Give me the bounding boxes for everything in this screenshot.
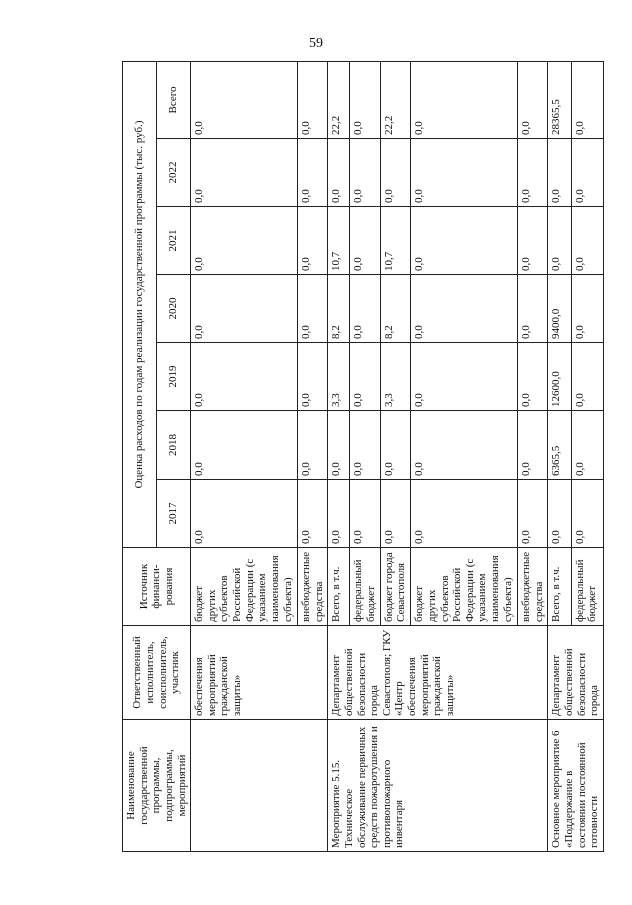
cell-value: 0,0 [328,139,350,207]
cell-value: 9400,0 [548,275,571,343]
header-year: 2019 [157,343,191,411]
header-year: 2018 [157,411,191,480]
cell-value: 0,0 [350,139,380,207]
cell-name [191,720,328,852]
cell-value: 0,0 [350,275,380,343]
cell-value: 0,0 [350,343,380,411]
cell-value: 22,2 [380,62,410,139]
header-total: Всего [157,62,191,139]
cell-value: 0,0 [517,275,547,343]
cell-value: 0,0 [517,62,547,139]
cell-source: федеральный бюджет [350,548,380,626]
cell-source: Всего, в т.ч. [548,548,571,626]
rotated-table-wrapper [122,62,601,852]
cell-name: Основное мероприятие 6 «Поддержание в состоянии постоянной готовности [548,720,604,852]
cell-value: 0,0 [297,62,327,139]
cell-value: 6365,5 [548,411,571,480]
cell-value: 28365,5 [548,62,571,139]
cell-value: 22,2 [328,62,350,139]
cell-value: 0,0 [191,343,298,411]
cell-value: 0,0 [517,411,547,480]
cell-value: 0,0 [517,343,547,411]
cell-responsible: Департамент общественной безопасности города [548,626,604,720]
cell-value: 0,0 [297,343,327,411]
cell-value: 0,0 [571,62,603,139]
cell-value: 0,0 [411,411,518,480]
cell-value: 0,0 [411,139,518,207]
cell-value: 0,0 [297,207,327,275]
cell-source: бюджет города Севастополя [380,548,410,626]
cell-value: 0,0 [191,480,298,548]
cell-value: 8,2 [380,275,410,343]
cell-value: 0,0 [297,411,327,480]
cell-source: бюджет других субъектов Российской Федерации (с указанием наименования субъекта) [191,548,298,626]
cell-value: 0,0 [411,62,518,139]
cell-name: Мероприятие 5.15. Техническое обслуживание первичных средств пожаротушения и противопожарного инвентаря [328,720,548,852]
cell-value: 0,0 [328,411,350,480]
table-row [328,62,350,852]
cell-value: 0,0 [517,139,547,207]
cell-value: 0,0 [411,207,518,275]
header-name: Наименование государственной программы, подпрограммы, мероприятий [123,720,191,852]
cell-value: 0,0 [571,139,603,207]
cell-value: 0,0 [191,207,298,275]
cell-value: 0,0 [350,207,380,275]
cell-value: 3,3 [328,343,350,411]
cell-source: бюджет других субъектов Российской Федерации (с указанием наименования субъекта) [411,548,518,626]
cell-value: 0,0 [548,480,571,548]
cell-value: 0,0 [571,480,603,548]
header-year: 2020 [157,275,191,343]
cell-value: 10,7 [380,207,410,275]
cell-value: 0,0 [411,275,518,343]
cell-value: 0,0 [380,411,410,480]
cell-value: 0,0 [350,480,380,548]
header-year: 2017 [157,480,191,548]
header-year: 2022 [157,139,191,207]
table-row [191,62,298,852]
cell-value: 0,0 [571,275,603,343]
cell-value: 0,0 [350,62,380,139]
cell-value: 0,0 [571,207,603,275]
cell-source: внебюджетные средства [297,548,327,626]
page-number: 59 [309,36,323,51]
cell-value: 0,0 [517,480,547,548]
cell-value: 0,0 [517,207,547,275]
cell-value: 0,0 [411,480,518,548]
cell-value: 0,0 [297,275,327,343]
cell-value: 0,0 [571,411,603,480]
cell-responsible: обеспечения мероприятий гражданской защиты» [191,626,328,720]
cell-responsible: Департамент общественной безопасности города Севастополя; ГКУ «Центр обеспечения мероприятий гражданской защиты» [328,626,548,720]
cell-value: 12600,0 [548,343,571,411]
cell-value: 0,0 [380,139,410,207]
cell-value: 0,0 [571,343,603,411]
cell-value: 0,0 [191,275,298,343]
cell-value: 0,0 [297,139,327,207]
cell-value: 0,0 [191,411,298,480]
cell-source: федеральный бюджет [571,548,603,626]
cell-value: 0,0 [191,139,298,207]
cell-value: 0,0 [380,480,410,548]
table-row [548,62,571,852]
cell-value: 8,2 [328,275,350,343]
header-year: 2021 [157,207,191,275]
table-header [123,62,191,852]
header-source: Источник финанси-рования [123,548,191,626]
cell-source: внебюджетные средства [517,548,547,626]
cell-source: Всего, в т.ч. [328,548,350,626]
cell-value: 0,0 [297,480,327,548]
cell-value: 10,7 [328,207,350,275]
cell-value: 0,0 [191,62,298,139]
budget-table [122,61,604,852]
header-estimate: Оценка расходов по годам реализации государственной программы (тыс. руб.) [123,62,157,548]
cell-value: 0,0 [548,207,571,275]
cell-value: 0,0 [548,139,571,207]
cell-value: 3,3 [380,343,410,411]
cell-value: 0,0 [411,343,518,411]
header-responsible: Ответственный исполнитель, соисполнитель, участник [123,626,191,720]
cell-value: 0,0 [350,411,380,480]
cell-value: 0,0 [328,480,350,548]
